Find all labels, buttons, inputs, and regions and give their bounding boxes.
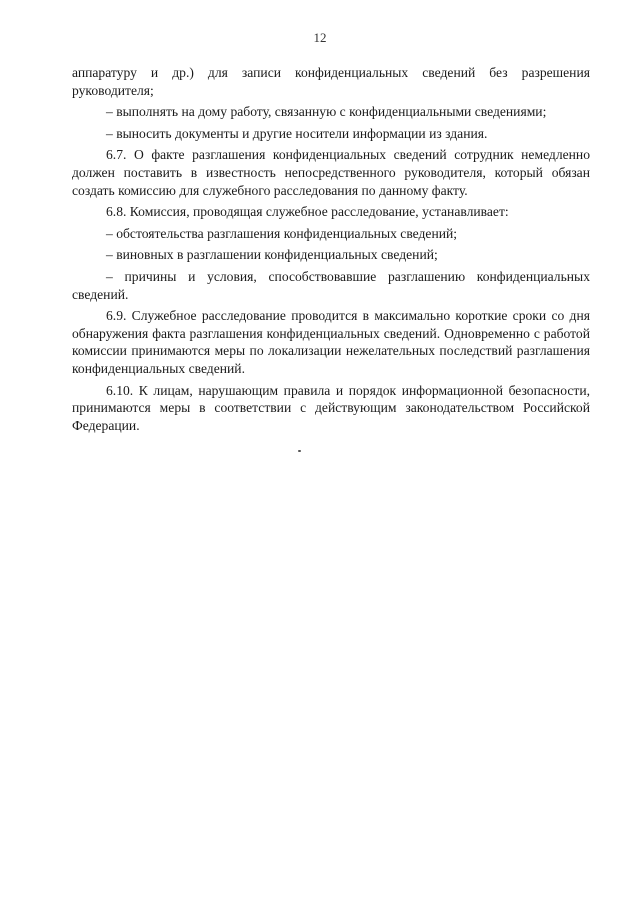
list-item-work-at-home: – выполнять на дому работу, связанную с конфиденциальными сведениями;	[106, 104, 547, 120]
clause-6-8: 6.8. Комиссия, проводящая служебное расследование, устанавливает:	[106, 204, 509, 220]
list-item-causes: – причины и условия, способствовавшие разглашению конфиденциальных сведений.	[72, 268, 590, 302]
clause-6-10: 6.10. К лицам, нарушающим правила и порядок информационной безопасности, принимаются меры в соответствии с действующим законодательством Российской Федерации.	[72, 382, 590, 433]
list-item-circumstances: – обстоятельства разглашения конфиденциальных сведений;	[106, 225, 458, 241]
clause-6-9: 6.9. Служебное расследование проводится в максимально короткие сроки со дня обнаружения факта разглашения конфиденциальных сведений. Одновременно с работой комиссии принимаются меры по локализации нежелательных последствий разглашения конфиденциальных сведений.	[72, 308, 590, 376]
paragraph-continuation: аппаратуру и др.) для записи конфиденциальных сведений без разрешения руководителя;	[72, 65, 590, 98]
list-item-remove-documents: – выносить документы и другие носители информации из здания.	[106, 125, 488, 141]
scan-speck	[298, 450, 301, 452]
clause-6-7: 6.7. О факте разглашения конфиденциальных сведений сотрудник немедленно должен поставить в известность непосредственного руководителя, который обязан создать комиссию для служебного расследования по данному факту.	[72, 147, 590, 198]
document-body	[72, 64, 590, 434]
list-item-guilty: – виновных в разглашении конфиденциальных сведений;	[106, 247, 438, 263]
page-number: 12	[313, 30, 327, 45]
